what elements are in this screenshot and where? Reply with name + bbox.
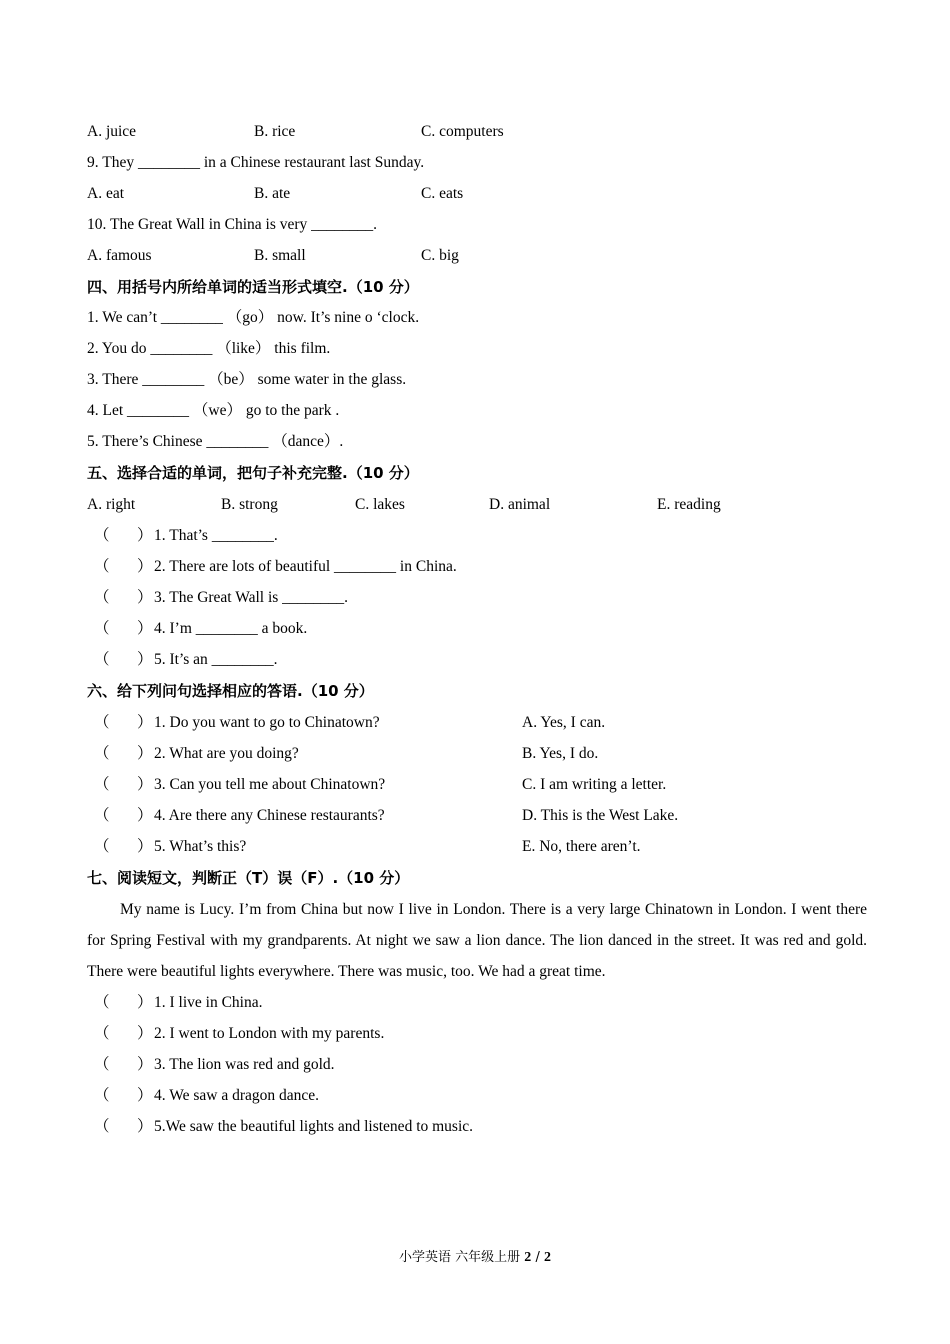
paren-open: （ (94, 714, 110, 731)
option: D. animal (489, 496, 551, 513)
option: C. eats (421, 185, 464, 202)
section4-item: 5. There’s Chinese ________ （dance）. (87, 433, 344, 450)
paren-open: （ (94, 838, 110, 855)
paren-close: ） (137, 745, 153, 762)
paren-close: ） (137, 558, 153, 575)
paren-close: ） (137, 838, 153, 855)
option: B. strong (221, 496, 278, 513)
section7-title: 七、阅读短文，判断正（T）误（F）.（10 分） (87, 869, 410, 887)
option: C. computers (421, 123, 504, 140)
paren-close: ） (137, 651, 153, 668)
question-text: 1. Do you want to go to Chinatown? (154, 714, 380, 731)
footer-label: 小学英语 六年级上册 (399, 1250, 521, 1265)
paren-open: （ (94, 558, 110, 575)
paren-open: （ (94, 527, 110, 544)
question-text: 4. Are there any Chinese restaurants? (154, 807, 385, 824)
paren-close: ） (137, 807, 153, 824)
item-text: 1. I live in China. (154, 994, 263, 1011)
paren-open: （ (94, 1025, 110, 1042)
item-text: 5. It’s an ________. (154, 651, 278, 668)
section6-answer: E. No, there aren’t. (522, 838, 641, 855)
paren-close: ） (137, 714, 153, 731)
item-text: 4. I’m ________ a book. (154, 620, 308, 637)
item-text: 2. There are lots of beautiful ________ in China. (154, 558, 457, 575)
paren-close: ） (137, 589, 153, 606)
paren-close: ） (137, 994, 153, 1011)
paren-open: （ (94, 745, 110, 762)
paren-close: ） (137, 527, 153, 544)
option: A. famous (87, 247, 152, 264)
page-number: 2 (524, 1250, 532, 1265)
option: B. small (254, 247, 306, 264)
item-text: 3. The lion was red and gold. (154, 1056, 335, 1073)
q10-stem: 10. The Great Wall in China is very ________. (87, 216, 378, 233)
option: A. right (87, 496, 136, 513)
section6-answer: C. I am writing a letter. (522, 776, 667, 793)
option: A. juice (87, 123, 137, 140)
paren-close: ） (137, 1087, 153, 1104)
paren-close: ） (137, 776, 153, 793)
option: C. lakes (355, 496, 405, 513)
paren-close: ） (137, 1118, 153, 1135)
option: B. rice (254, 123, 296, 140)
section4-item: 4. Let ________ （we） go to the park . (87, 402, 340, 419)
paren-open: （ (94, 807, 110, 824)
page-footer (0, 1246, 950, 1266)
section4-title: 四、用括号内所给单词的适当形式填空.（10 分） (87, 278, 419, 296)
option: A. eat (87, 185, 125, 202)
paren-close: ） (137, 1025, 153, 1042)
question-text: 5. What’s this? (154, 838, 247, 855)
paren-open: （ (94, 589, 110, 606)
section6-answer: A. Yes, I can. (522, 714, 606, 731)
reading-passage: My name is Lucy. I’m from China but now I live in London. There is a very large Chinatown in London. I went there for Spring Festival with my grandparents. At night we saw a lion dance. The lion danced in the street. It was red and gold. There were beautiful lights everywhere. There was music, too. We had a great time. (87, 901, 867, 980)
question-text: 2. What are you doing? (154, 745, 299, 762)
item-text: 1. That’s ________. (154, 527, 278, 544)
option: C. big (421, 247, 459, 264)
item-text: 2. I went to London with my parents. (154, 1025, 385, 1042)
section6-title: 六、给下列问句选择相应的答语.（10 分） (87, 682, 374, 700)
option: E. reading (657, 496, 721, 513)
section4-item: 3. There ________ （be） some water in the glass. (87, 371, 407, 388)
section4-item: 2. You do ________ （like） this film. (87, 340, 331, 357)
item-text: 5.We saw the beautiful lights and listened to music. (154, 1118, 474, 1135)
item-text: 3. The Great Wall is ________. (154, 589, 349, 606)
section4-item: 1. We can’t ________ （go） now. It’s nine o ‘clock. (87, 309, 420, 326)
item-text: 4. We saw a dragon dance. (154, 1087, 320, 1104)
paren-open: （ (94, 1118, 110, 1135)
section5-title: 五、选择合适的单词，把句子补充完整.（10 分） (87, 464, 419, 482)
paren-close: ） (137, 620, 153, 637)
section6-answer: D. This is the West Lake. (522, 807, 679, 824)
page-total: 2 (543, 1250, 551, 1265)
paren-open: （ (94, 620, 110, 637)
question-text: 3. Can you tell me about Chinatown? (154, 776, 386, 793)
paren-open: （ (94, 994, 110, 1011)
paren-open: （ (94, 1087, 110, 1104)
paren-open: （ (94, 1056, 110, 1073)
option: B. ate (254, 185, 291, 202)
page-separator: / (535, 1250, 540, 1265)
paren-open: （ (94, 776, 110, 793)
paren-open: （ (94, 651, 110, 668)
section6-answer: B. Yes, I do. (522, 745, 599, 762)
paren-close: ） (137, 1056, 153, 1073)
q9-stem: 9. They ________ in a Chinese restaurant last Sunday. (87, 154, 425, 171)
